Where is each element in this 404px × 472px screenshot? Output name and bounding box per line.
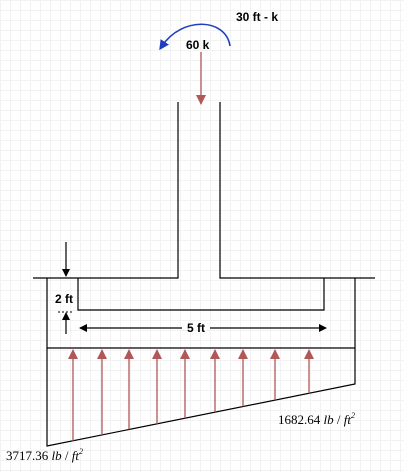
min-pressure-sep: / [336,412,341,427]
pressure-arrows [73,350,309,441]
depth-label: 2 ft [55,292,73,306]
min-pressure-unit: lb [323,412,334,427]
moment-label: 30 ft - k [236,10,279,24]
max-pressure-sep: / [64,448,69,463]
max-pressure-unit: lb [51,448,62,463]
width-label: 5 ft [187,321,205,335]
column-outline [33,102,375,278]
min-pressure-exp: 2 [350,411,355,420]
max-pressure-value: 3717.36 [6,448,49,463]
min-pressure-label [278,411,355,428]
footing-inner-outline [78,278,324,310]
max-pressure-label [6,447,83,464]
min-pressure-base: ft [343,412,351,427]
min-pressure-value: 1682.64 [278,412,321,427]
footing-outer-outline [47,278,355,348]
axial-load-label: 60 k [186,38,210,52]
max-pressure-exp: 2 [78,447,83,456]
max-pressure-base: ft [71,448,79,463]
